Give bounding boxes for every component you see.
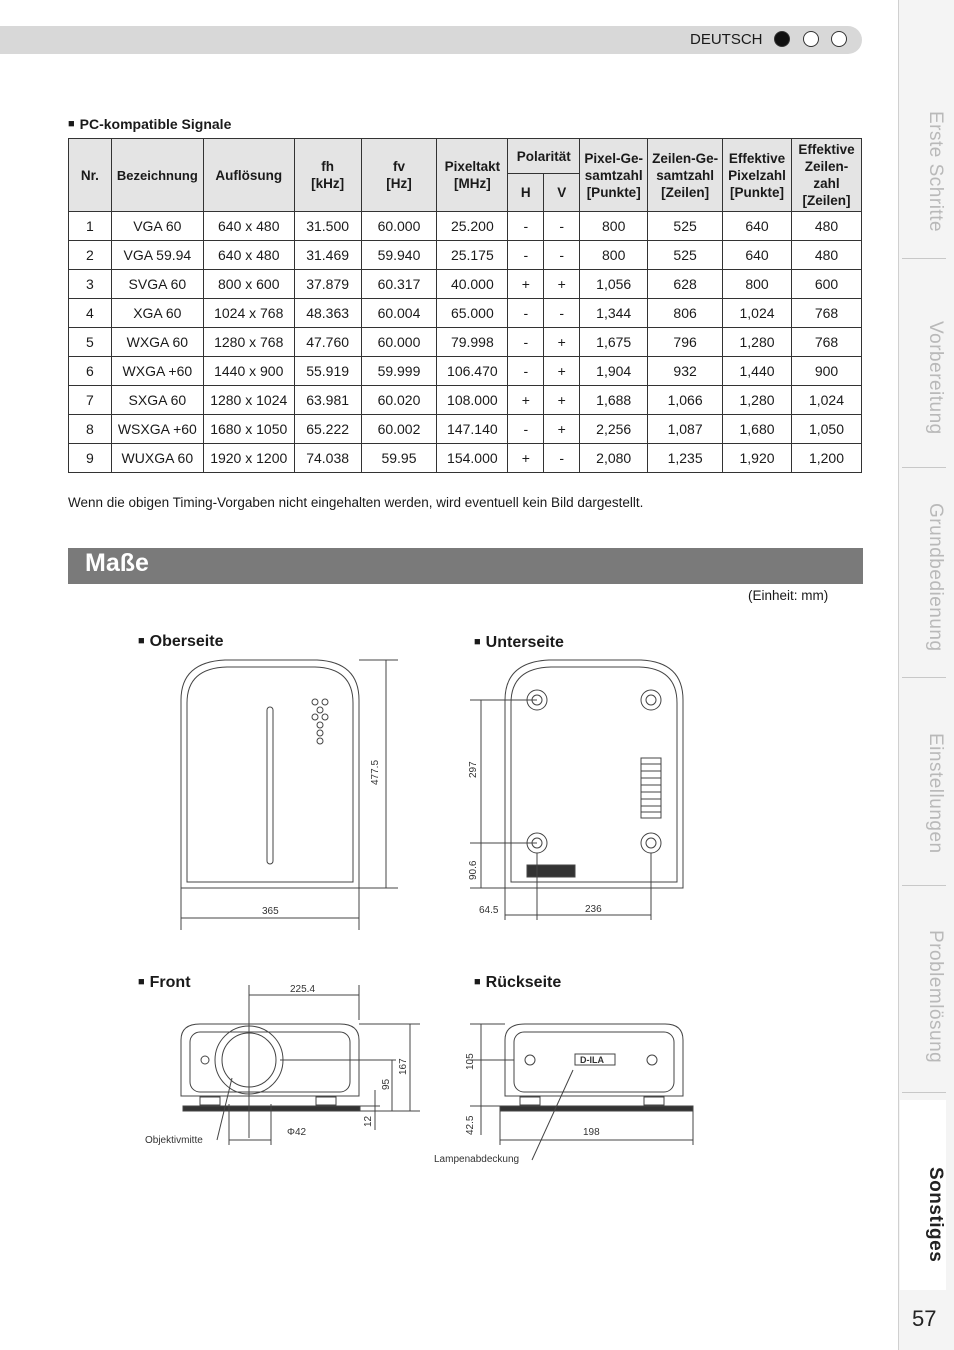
table-cell: +: [544, 270, 580, 299]
table-cell: 640: [723, 212, 792, 241]
dim-front-2254: 225.4: [290, 984, 316, 995]
col-header-polarity: Polarität: [508, 139, 580, 174]
hdr-line: Effektive: [798, 142, 855, 157]
dim-rear-198: 198: [583, 1127, 600, 1138]
dim-top-depth: 477.5: [370, 759, 381, 785]
table-cell: 31.469: [294, 241, 361, 270]
table-cell: 59.940: [361, 241, 437, 270]
hdr-line: Pixelzahl: [728, 167, 786, 183]
dim-bottom-645: 64.5: [479, 905, 499, 916]
hdr-line: samtzahl: [584, 167, 643, 183]
tab-sonstiges[interactable]: Sonstiges: [900, 1100, 946, 1290]
table-cell: 600: [792, 270, 862, 299]
table-cell: 1,235: [648, 444, 723, 473]
language-label: DEUTSCH: [690, 31, 763, 48]
top-view-drawing: [181, 660, 398, 930]
dim-bottom-297: 297: [468, 761, 479, 778]
table-cell: 60.002: [361, 415, 437, 444]
tab-einstellungen[interactable]: Einstellungen: [925, 732, 946, 854]
col-header-fv-unit: [Hz]: [386, 176, 412, 191]
bottom-view-label-text: Unterseite: [485, 634, 564, 651]
col-header-fh-unit: [kHz]: [311, 176, 345, 191]
tab-divider: [902, 885, 946, 886]
table-cell: 768: [792, 328, 862, 357]
square-bullet-icon: ■: [474, 976, 481, 988]
table-cell: 40.000: [437, 270, 508, 299]
table-cell: 525: [648, 241, 723, 270]
table-cell: 1,200: [792, 444, 862, 473]
hdr-line: [Punkte]: [586, 184, 641, 200]
table-cell: WSXGA +60: [111, 415, 203, 444]
dim-front-167: 167: [398, 1058, 409, 1075]
table-cell: 1280 x 1024: [203, 386, 294, 415]
square-bullet-icon: ■: [474, 636, 481, 648]
table-cell: VGA 59.94: [111, 241, 203, 270]
table-cell: 154.000: [437, 444, 508, 473]
table-cell: XGA 60: [111, 299, 203, 328]
tab-erste-schritte[interactable]: Erste Schritte: [925, 111, 946, 233]
table-cell: 2,256: [580, 415, 648, 444]
dim-front-12: 12: [363, 1115, 374, 1127]
table-cell: SXGA 60: [111, 386, 203, 415]
table-cell: 800: [723, 270, 792, 299]
table-cell: 6: [69, 357, 112, 386]
table-cell: -: [508, 212, 544, 241]
tab-problemloesung[interactable]: Problemlösung: [925, 930, 946, 1064]
callout-objektivmitte: Objektivmitte: [145, 1135, 203, 1146]
table-cell: 1,680: [723, 415, 792, 444]
table-cell: 525: [648, 212, 723, 241]
table-cell: 60.000: [361, 328, 437, 357]
bottom-view-drawing: [470, 660, 683, 920]
table-cell: -: [508, 328, 544, 357]
square-bullet-icon: ■: [138, 976, 145, 988]
hdr-line: Effektive: [728, 150, 786, 166]
table-cell: VGA 60: [111, 212, 203, 241]
col-header-h: H: [508, 174, 544, 212]
top-view-label-text: Oberseite: [149, 633, 224, 650]
table-cell: 640 x 480: [203, 212, 294, 241]
table-cell: 1680 x 1050: [203, 415, 294, 444]
timing-note: Wenn die obigen Timing-Vorgaben nicht eingehalten werden, wird eventuell kein Bild dargestellt.: [68, 495, 644, 510]
table-cell: -: [508, 299, 544, 328]
hdr-line: [Zeilen]: [661, 184, 710, 200]
hdr-line: Zeilen-: [804, 159, 849, 174]
signals-title-text: PC-kompatible Signale: [79, 116, 232, 132]
table-cell: 65.000: [437, 299, 508, 328]
table-cell: 60.020: [361, 386, 437, 415]
table-cell: 3: [69, 270, 112, 299]
table-cell: 900: [792, 357, 862, 386]
rear-view-label-text: Rückseite: [485, 974, 562, 991]
table-cell: 1280 x 768: [203, 328, 294, 357]
table-cell: 1,087: [648, 415, 723, 444]
table-cell: WXGA 60: [111, 328, 203, 357]
table-cell: 48.363: [294, 299, 361, 328]
col-header-fv-line: fv: [392, 159, 405, 174]
table-cell: 9: [69, 444, 112, 473]
table-cell: 8: [69, 415, 112, 444]
rear-view-drawing: [470, 1024, 693, 1160]
table-cell: 1,280: [723, 328, 792, 357]
table-cell: 147.140: [437, 415, 508, 444]
table-cell: 1,050: [792, 415, 862, 444]
table-cell: WUXGA 60: [111, 444, 203, 473]
hdr-line: Pixel-Ge-: [584, 150, 643, 166]
table-cell: +: [508, 386, 544, 415]
col-header-resolution: Auflösung: [203, 139, 294, 212]
table-cell: -: [544, 241, 580, 270]
table-cell: 1,024: [792, 386, 862, 415]
col-header-nr: Nr.: [69, 139, 112, 212]
col-header-name: Bezeichnung: [111, 139, 203, 212]
table-cell: 480: [792, 212, 862, 241]
table-cell: 47.760: [294, 328, 361, 357]
table-cell: 4: [69, 299, 112, 328]
page-number: 57: [912, 1306, 937, 1331]
table-cell: 63.981: [294, 386, 361, 415]
table-cell: 108.000: [437, 386, 508, 415]
table-cell: -: [544, 212, 580, 241]
table-cell: 1,440: [723, 357, 792, 386]
table-cell: 25.175: [437, 241, 508, 270]
hdr-line: zahl: [813, 176, 840, 191]
table-cell: 1,066: [648, 386, 723, 415]
table-cell: 60.317: [361, 270, 437, 299]
dila-logo: D-ILA: [580, 1055, 604, 1065]
table-cell: 806: [648, 299, 723, 328]
col-header-fh-line: fh: [321, 159, 334, 174]
table-cell: 1440 x 900: [203, 357, 294, 386]
tab-vorbereitung[interactable]: Vorbereitung: [925, 321, 946, 435]
table-cell: -: [544, 299, 580, 328]
table-cell: WXGA +60: [111, 357, 203, 386]
hdr-line: [Punkte]: [730, 184, 785, 200]
unit-label: (Einheit: mm): [748, 588, 829, 603]
front-view-label-text: Front: [149, 974, 191, 991]
table-cell: SVGA 60: [111, 270, 203, 299]
table-cell: 2,080: [580, 444, 648, 473]
table-cell: 932: [648, 357, 723, 386]
dim-bottom-906: 90.6: [468, 860, 479, 880]
table-cell: 1,904: [580, 357, 648, 386]
table-cell: 1,688: [580, 386, 648, 415]
table-cell: +: [508, 444, 544, 473]
table-cell: 768: [792, 299, 862, 328]
table-cell: 55.919: [294, 357, 361, 386]
dim-front-42: Φ42: [287, 1127, 307, 1138]
table-cell: 1024 x 768: [203, 299, 294, 328]
square-bullet-icon: ■: [68, 118, 75, 130]
tab-grundbedienung[interactable]: Grundbedienung: [925, 502, 946, 652]
table-cell: 800 x 600: [203, 270, 294, 299]
table-cell: 106.470: [437, 357, 508, 386]
callout-lampenabdeckung: Lampenabdeckung: [434, 1154, 520, 1165]
front-view-drawing: [181, 985, 420, 1145]
table-cell: 800: [580, 212, 648, 241]
tab-divider: [902, 1092, 946, 1093]
table-cell: 31.500: [294, 212, 361, 241]
table-cell: -: [508, 357, 544, 386]
table-cell: +: [508, 270, 544, 299]
table-cell: 1,056: [580, 270, 648, 299]
table-cell: 1,344: [580, 299, 648, 328]
tab-divider: [902, 677, 946, 678]
table-cell: 79.998: [437, 328, 508, 357]
dim-front-95: 95: [381, 1078, 392, 1090]
table-cell: 1: [69, 212, 112, 241]
table-cell: 1,675: [580, 328, 648, 357]
table-cell: 640 x 480: [203, 241, 294, 270]
table-cell: +: [544, 386, 580, 415]
hdr-line: Zeilen-Ge-: [652, 150, 719, 166]
dim-top-width: 365: [262, 906, 279, 917]
tab-divider: [902, 467, 946, 468]
table-cell: 1,920: [723, 444, 792, 473]
table-cell: 74.038: [294, 444, 361, 473]
table-cell: -: [544, 444, 580, 473]
table-cell: 59.95: [361, 444, 437, 473]
table-cell: 640: [723, 241, 792, 270]
dim-rear-425: 42.5: [465, 1115, 476, 1135]
table-cell: 7: [69, 386, 112, 415]
square-bullet-icon: ■: [138, 635, 145, 647]
table-cell: -: [508, 241, 544, 270]
table-cell: 796: [648, 328, 723, 357]
table-cell: 480: [792, 241, 862, 270]
table-cell: 5: [69, 328, 112, 357]
table-cell: +: [544, 328, 580, 357]
col-header-v: V: [544, 174, 580, 212]
col-header-px-line: Pixeltakt: [444, 159, 501, 174]
section-title: Maße: [85, 549, 149, 577]
table-cell: +: [544, 415, 580, 444]
table-cell: 800: [580, 241, 648, 270]
dim-bottom-236: 236: [585, 904, 602, 915]
table-cell: 59.999: [361, 357, 437, 386]
table-cell: 25.200: [437, 212, 508, 241]
dim-rear-105: 105: [465, 1053, 476, 1070]
table-cell: 1920 x 1200: [203, 444, 294, 473]
table-cell: 1,280: [723, 386, 792, 415]
table-cell: 628: [648, 270, 723, 299]
table-cell: 60.000: [361, 212, 437, 241]
table-cell: 2: [69, 241, 112, 270]
hdr-line: [Zeilen]: [802, 193, 851, 208]
table-cell: 1,024: [723, 299, 792, 328]
table-cell: +: [544, 357, 580, 386]
table-cell: 60.004: [361, 299, 437, 328]
hdr-line: samtzahl: [656, 167, 714, 183]
table-cell: 65.222: [294, 415, 361, 444]
table-cell: -: [508, 415, 544, 444]
tab-divider: [902, 258, 946, 259]
col-header-px-unit: [MHz]: [453, 176, 491, 191]
table-cell: 37.879: [294, 270, 361, 299]
